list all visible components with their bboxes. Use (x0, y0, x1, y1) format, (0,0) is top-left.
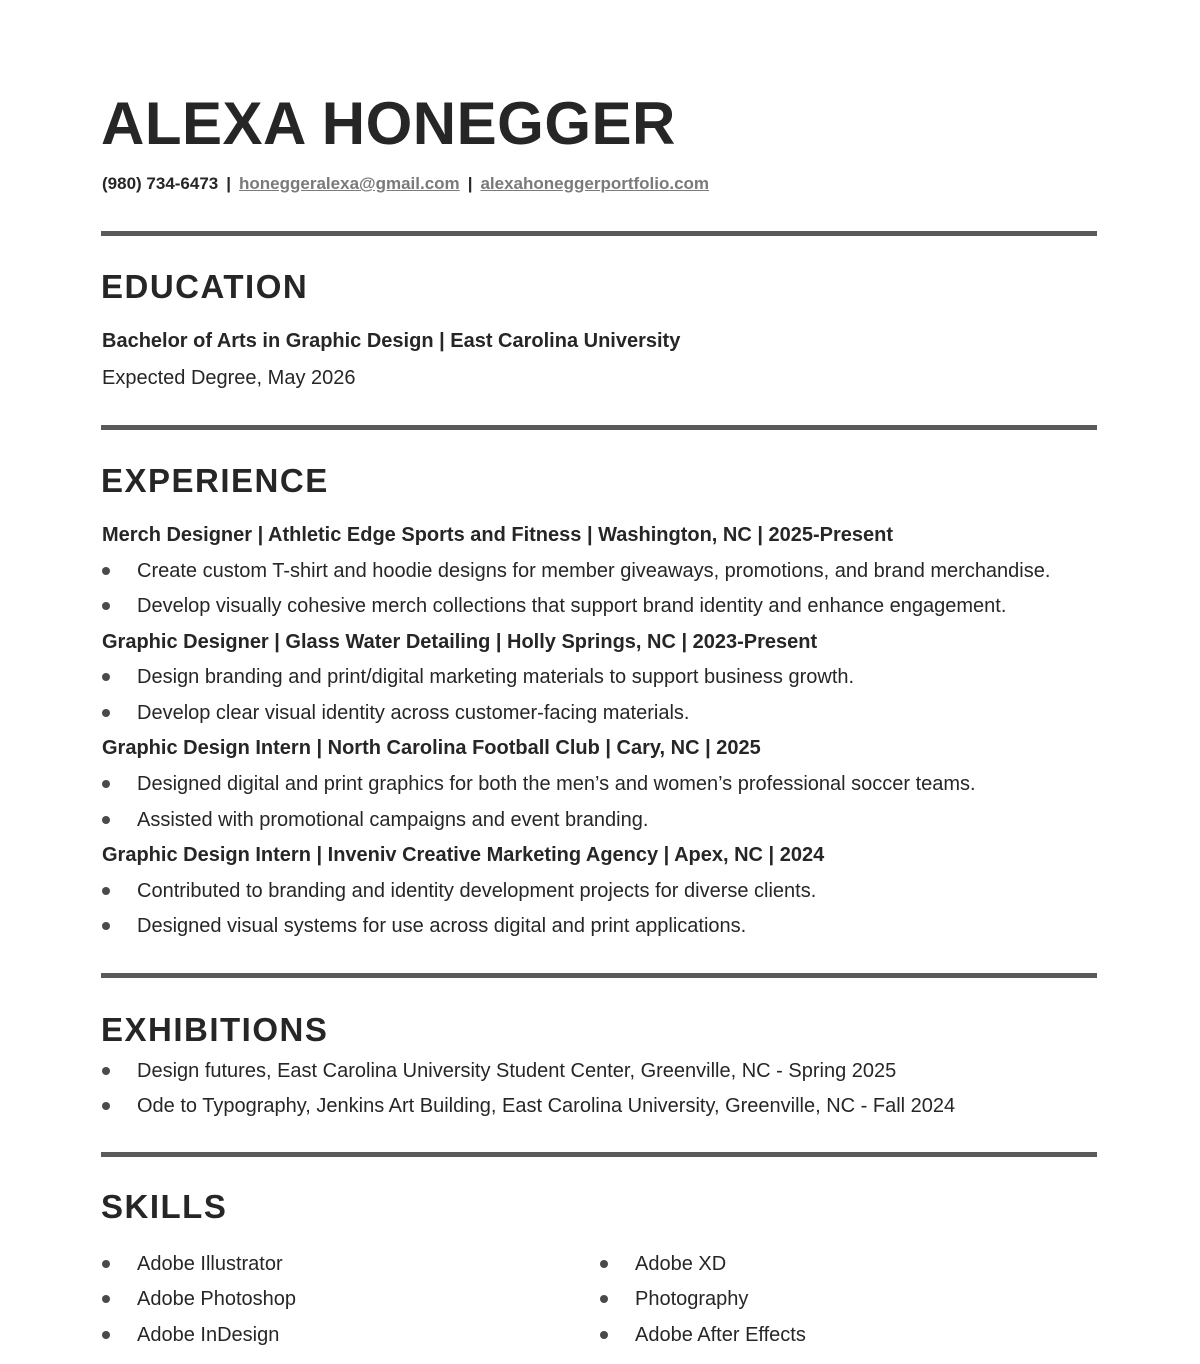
education-heading: EDUCATION (101, 268, 309, 305)
contact-separator: | (467, 174, 473, 193)
bullet-icon (102, 887, 110, 895)
exhibitions-heading: EXHIBITIONS (101, 1011, 329, 1048)
bullet-icon (102, 1102, 110, 1110)
education-expected-date: Expected Degree, May 2026 (102, 367, 356, 389)
phone-number: (980) 734-6473 (102, 174, 219, 193)
email-link[interactable]: honeggeralexa@gmail.com (239, 174, 460, 193)
bullet-icon (102, 922, 110, 930)
resume-page: ALEXA HONEGGER (980) 734-6473 | honeggeralexa@gmail.com | alexahoneggerportfolio.com EDUCATION Bachelor of Arts in Graphic Design | East Carolina University Expected Degree, May 2026 EXPERIENCE Merch Designer | Athletic Edge Sports and Fitness | Washington, NC | 2025-Present Create custom T-shirt and hoodie designs for member giveaways, promotions, and brand merchandise. Develop visually cohesive merch collections that support brand identity and enhance engagement. Graphic Designer | Glass Water Detailing | Holly Springs, NC | 2023-Present Design branding and print/digital marketing materials to support business growth. Develop clear visual identity across customer-facing materials. Graphic Design Intern | North Carolina Football Club | Cary, NC | 2025 Designed digital and print graphics for both the men’s and women’s professional soccer teams. Assisted with promotional campaigns and event branding. Graphic Design Intern | Inveniv Creative Marketing Agency | Apex, NC | 2024 Contributed to branding and identity development projects for diverse clients. Designed visual systems for use across digital and print applications. EXHIBITIONS Design futures, East Carolina University Student Center, Greenville, NC - Spring 2025 Ode to Typography, Jenkins Art Building, East Carolina University, Greenville, NC - Fall 2024 SKILLS Adobe Illustrator Adobe Photoshop Adobe InDesign Adobe XD Photography Adobe After Effects (0, 0, 1200, 1364)
experience-heading: EXPERIENCE (101, 462, 329, 499)
bullet-icon (600, 1331, 608, 1339)
bullet-icon (102, 780, 110, 788)
section-divider (101, 231, 1097, 236)
bullet-icon (102, 673, 110, 681)
bullet-icon (102, 1260, 110, 1268)
bullet-icon (600, 1260, 608, 1268)
job-title: Merch Designer | Athletic Edge Sports and Fitness | Washington, NC | 2025-Present (102, 524, 894, 546)
bullet-icon (102, 709, 110, 717)
website-link[interactable]: alexahoneggerportfolio.com (480, 174, 710, 193)
skills-heading: SKILLS (101, 1188, 228, 1225)
job-title: Graphic Design Intern | North Carolina Football Club | Cary, NC | 2025 (102, 737, 761, 759)
job-title: Graphic Designer | Glass Water Detailing | Holly Springs, NC | 2023-Present (102, 631, 818, 653)
bullet-icon (102, 816, 110, 824)
candidate-name: ALEXA HONEGGER (101, 90, 676, 157)
job-title: Graphic Design Intern | Inveniv Creative Marketing Agency | Apex, NC | 2024 (102, 844, 825, 866)
education-degree: Bachelor of Arts in Graphic Design | East Carolina University (102, 330, 681, 352)
contact-separator: | (226, 174, 232, 193)
bullet-icon (102, 1067, 110, 1075)
section-divider (101, 1152, 1097, 1157)
bullet-icon (102, 567, 110, 575)
bullet-icon (102, 1331, 110, 1339)
bullet-icon (600, 1295, 608, 1303)
bullet-icon (102, 1295, 110, 1303)
bullet-icon (102, 602, 110, 610)
contact-line (102, 172, 709, 196)
section-divider (101, 973, 1097, 978)
section-divider (101, 425, 1097, 430)
